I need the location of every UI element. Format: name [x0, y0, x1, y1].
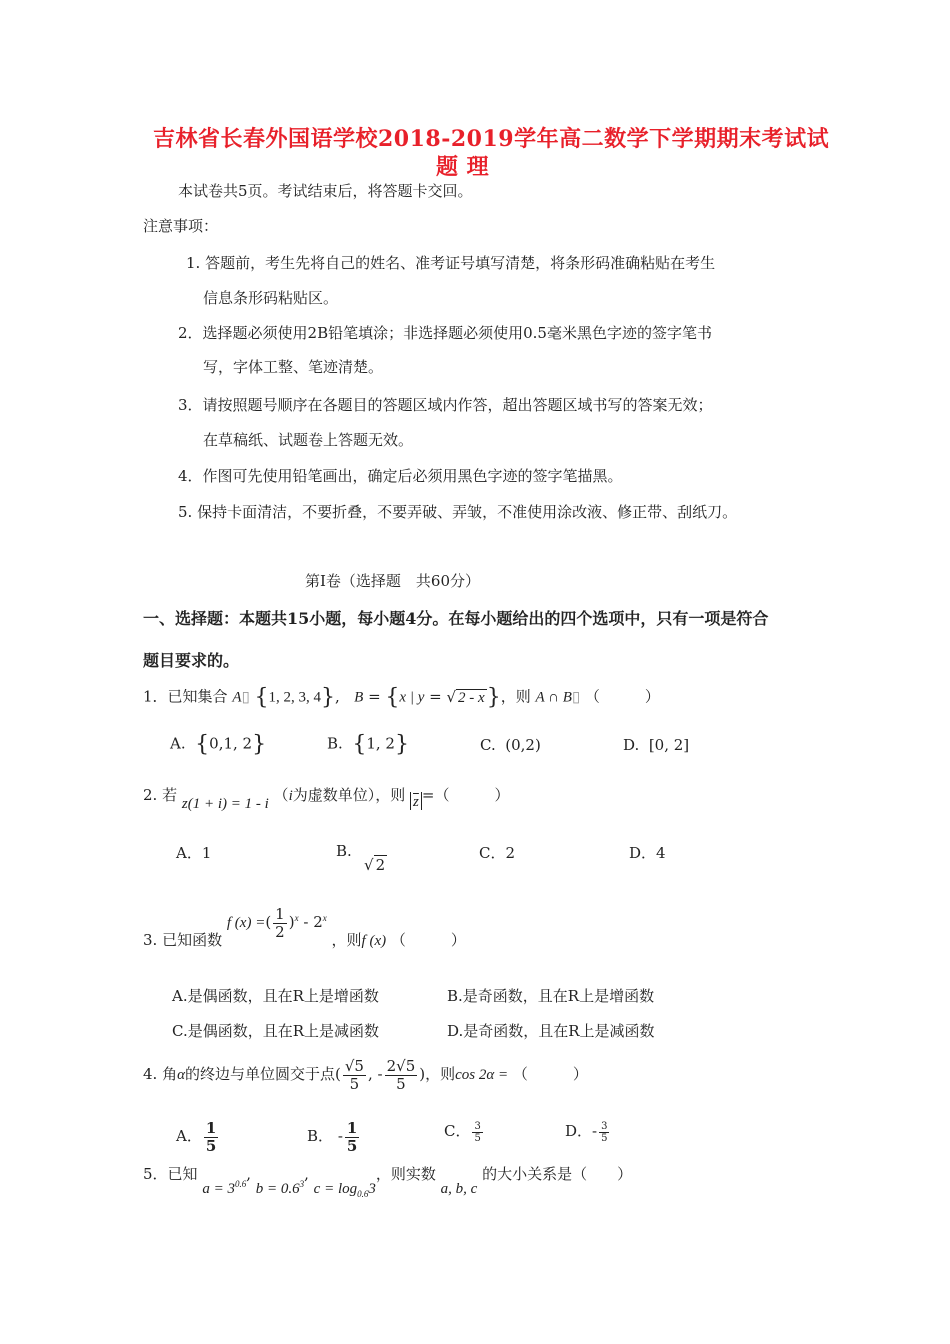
q3-fx2: f (x): [361, 933, 387, 949]
q3-num: 3. 已知函数: [143, 931, 223, 949]
q4-frac1: $\frac{√5}{5}$: [344, 1057, 364, 1093]
q2-option-c: C．2: [479, 844, 516, 862]
q4-option-c: C． $\frac{3}{5}$: [444, 1120, 481, 1144]
q5-b: $b = 0.6^3$: [255, 1179, 305, 1197]
question-5: 5．已知 $a = 3^{0.6}$, $b = 0.6^3$, $c = \log_{0.6}3$，则实数 a, b, c 的大小关系是（ ）: [143, 1165, 633, 1199]
q2-expr: z(1 + i) = 1 - i: [181, 796, 269, 812]
q2-i: i: [288, 788, 293, 804]
q4-alpha: α: [177, 1067, 185, 1083]
exam-title-line2: 题 理: [436, 154, 490, 180]
note-4-line1: 4．作图可先使用铅笔画出，确定后必须用黑色字迹的签字笔描黑。: [178, 467, 623, 485]
note-2-line2: 写，字体工整、笔迹清楚。: [203, 358, 384, 376]
q5-num: 5．已知: [143, 1165, 198, 1183]
q4-option-d: D．- $\frac{3}{5}$: [565, 1120, 608, 1144]
q4-paren: （ ）: [512, 1065, 588, 1083]
q2-option-d: D．4: [629, 844, 666, 862]
q2-num: 2. 若: [143, 786, 178, 804]
section-title: 第Ⅰ卷（选择题 共60分）: [305, 572, 481, 590]
q2-option-b: B. √ 2: [336, 842, 386, 874]
q4-cos: cos 2α =: [455, 1067, 509, 1083]
question-4: 4. 角α的终边与单位圆交于点( $\frac{√5}{5}$ , - $\frac{2√5}{5}$ )，则cos 2α = （ ）: [143, 1057, 588, 1093]
q3-option-b: B.是奇函数，且在R上是增函数: [447, 987, 655, 1005]
q1-setB: B: [354, 689, 364, 706]
q2-option-a: A．1: [176, 844, 212, 862]
q3-frac: $\frac{1}{2}$: [275, 905, 285, 941]
note-1-line1: 1. 答题前，考生先将自己的姓名、准考证号填写清楚，将条形码准确粘贴在考生: [186, 254, 716, 272]
q1-option-c: C. (0,2): [480, 736, 541, 754]
q1-option-a: A. {0,1, 2}: [170, 732, 267, 757]
section-heading-line1: 一、选择题：本题共15小题，每小题4分。在每小题给出的四个选项中，只有一项是符合: [143, 609, 769, 628]
q2-paren: =（ ）: [421, 786, 510, 804]
q1-paren: （ ）: [584, 687, 660, 706]
note-2-line1: 2．选择题必须使用2B铅笔填涂；非选择题必须使用0.5毫米黑色字迹的签字笔书: [178, 324, 712, 342]
q1-option-d: D. [0, 2]: [623, 736, 690, 754]
q2-note: 为虚数单位），则: [292, 786, 406, 804]
q3-minus2: - 2: [303, 913, 323, 931]
q1-tail: ，则: [500, 687, 531, 706]
q1-setA-elems: 1, 2, 3, 4: [268, 689, 322, 706]
note-5-line1: 5. 保持卡面清洁，不要折叠，不要弄破、弄皱，不准使用涂改液、修正带、刮纸刀。: [178, 503, 738, 521]
q4-option-a: A． $\frac{1}{5}$: [176, 1119, 217, 1155]
q5-a: $a = 3^{0.6}$: [202, 1179, 247, 1197]
section-heading-line2: 题目要求的。: [143, 651, 240, 670]
q1-sqrt: √ 2 - x: [446, 687, 485, 706]
q5-c: $c = \log_{0.6}3$: [313, 1181, 376, 1199]
note-1-line2: 信息条形码粘贴区。: [203, 289, 339, 307]
q5-vars: a, b, c: [440, 1181, 478, 1197]
q2-abs-z: $\overline{z}$: [410, 792, 422, 810]
q4-frac2: $\frac{2√5}{5}$: [386, 1057, 416, 1093]
q3-option-d: D.是奇函数，且在R上是减函数: [447, 1022, 655, 1040]
question-1: 1．已知集合 A▯ {1, 2, 3, 4}, B = {x | y = √ 2 - x}，则 A ∩ B▯ （ ）: [143, 685, 660, 710]
q3-option-c: C.是偶函数，且在R上是减函数: [172, 1022, 380, 1040]
q3-fx: f (x) =: [226, 915, 266, 931]
q4-text: 的终边与单位圆交于点: [184, 1065, 335, 1083]
q3-tail: ，则: [331, 931, 362, 949]
note-3-line1: 3．请按照题号顺序在各题目的答题区域内作答，超出答题区域书写的答案无效；: [178, 396, 713, 414]
question-3: 3. 已知函数 f (x) =( $\frac{1}{2}$ )$^x$ - 2$^x$ ，则f (x) （ ）: [143, 905, 466, 949]
exam-title-line1: 吉林省长春外国语学校2018-2019学年高二数学下学期期末考试试: [153, 126, 830, 152]
q1-setB-expr: x | y: [399, 689, 425, 706]
question-2: 2. 若 z(1 + i) = 1 - i （i为虚数单位），则 $\overline{z}$ =（ ）: [143, 786, 510, 812]
q4-option-b: B． - $\frac{1}{5}$: [307, 1119, 358, 1155]
q5-ask: 的大小关系是（ ）: [482, 1165, 633, 1183]
q1-setA: A: [232, 689, 242, 706]
intro-text: 本试卷共5页。考试结束后，将答题卡交回。: [178, 182, 473, 200]
note-3-line2: 在草稿纸、试题卷上答题无效。: [203, 431, 414, 449]
q1-option-b: B. {1, 2}: [327, 732, 409, 757]
q5-tail: ，则实数: [375, 1165, 436, 1183]
q3-paren: （ ）: [390, 931, 466, 949]
q1-num: 1．已知集合: [143, 687, 228, 706]
notes-heading: 注意事项：: [143, 217, 219, 235]
q4-tail: ，则: [425, 1065, 456, 1083]
q1-expr: A ∩ B: [535, 689, 572, 706]
q4-num: 4. 角: [143, 1065, 178, 1083]
q3-option-a: A.是偶函数，且在R上是增函数: [172, 987, 379, 1005]
